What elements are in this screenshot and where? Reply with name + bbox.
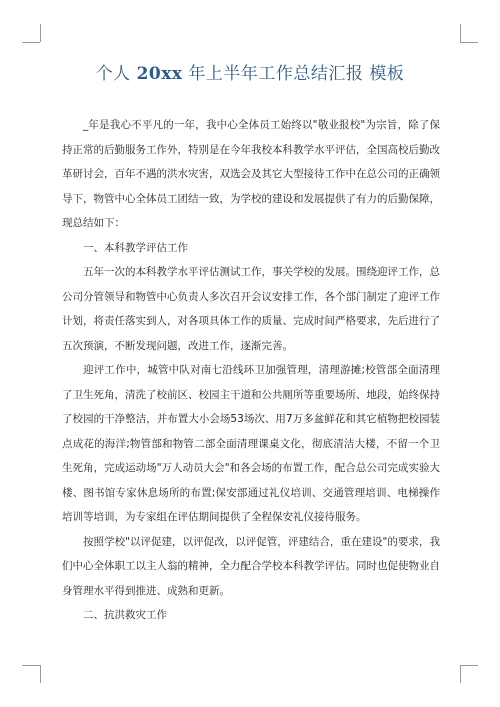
title-year: 20xx: [136, 64, 183, 84]
paragraph: 迎评工作中，城管中队对南七沿线环卫加强管理，清理游摊;校管部全面清理了卫生死角，清洗了校前区、校园主干道和公共厕所等重要场所、地段，始终保持了校园的干净整洁，并布置大小会场53场次、用7万多盆鲜花和其它植物把校园装点成花的海洋;物管部和物管二部全面清理课桌文化，彻底清洁大楼，不留一个卫生死角，完成运动场"万人动员大会"和各会场的布置工作，配合总公司完成实验大楼、图书馆专家休息场所的布置;保安部通过礼仪培训、交通管理培训、电梯操作培训等培训，为专家组在评估期间提供了全程保安礼仪接待服务。: [62, 364, 440, 523]
document-title: [0, 62, 500, 86]
title-suffix: 年上半年工作总结汇报 模板: [188, 64, 405, 84]
section-heading-2: 二、抗洪救灾工作: [83, 609, 167, 621]
section-heading-1: 一、本科教学评估工作: [83, 241, 188, 254]
crop-mark-bottom-right: [460, 665, 478, 666]
title-prefix: 个人: [95, 64, 131, 84]
document-body: [62, 113, 440, 628]
paragraph: 按照学校"以评促建，以评促改，以评促管，评建结合，重在建设"的要求，我们中心全体职工以主人翁的精神，全力配合学校本科教学评估。同时也促使物业自身管理水平得到推进、成熟和更新。: [62, 535, 440, 597]
paragraph-intro: _年是我心不平凡的一年，我中心全体员工始终以"敬业报校"为宗旨，除了保持正常的后勤服务工作外，特别是在今年我校本科教学水平评估，全国高校后勤改革研讨会，百年不遇的洪水灾害，双选会及其它大型接待工作中在总公司的正确领导下，物管中心全体员工团结一致，为学校的建设和发展提供了有力的后勤保障，现总结如下：: [62, 119, 440, 229]
crop-mark-top-right: [460, 42, 478, 43]
paragraph: 五年一次的本科教学水平评估测试工作，事关学校的发展。围绕迎评工作，总公司分管领导和物管中心负责人多次召开会议安排工作，各个部门制定了迎评工作计划，将责任落实到人，对各项具体工作的质量、完成时间严格要求，先后进行了五次预演，不断发现问题，改进工作，逐渐完善。: [62, 266, 440, 352]
crop-mark-bottom-left: [22, 665, 40, 666]
crop-mark-top-left: [40, 24, 41, 42]
crop-mark-bottom-left: [40, 665, 41, 683]
crop-mark-top-right: [460, 24, 461, 42]
crop-mark-top-left: [22, 42, 40, 43]
crop-mark-bottom-right: [460, 665, 461, 683]
